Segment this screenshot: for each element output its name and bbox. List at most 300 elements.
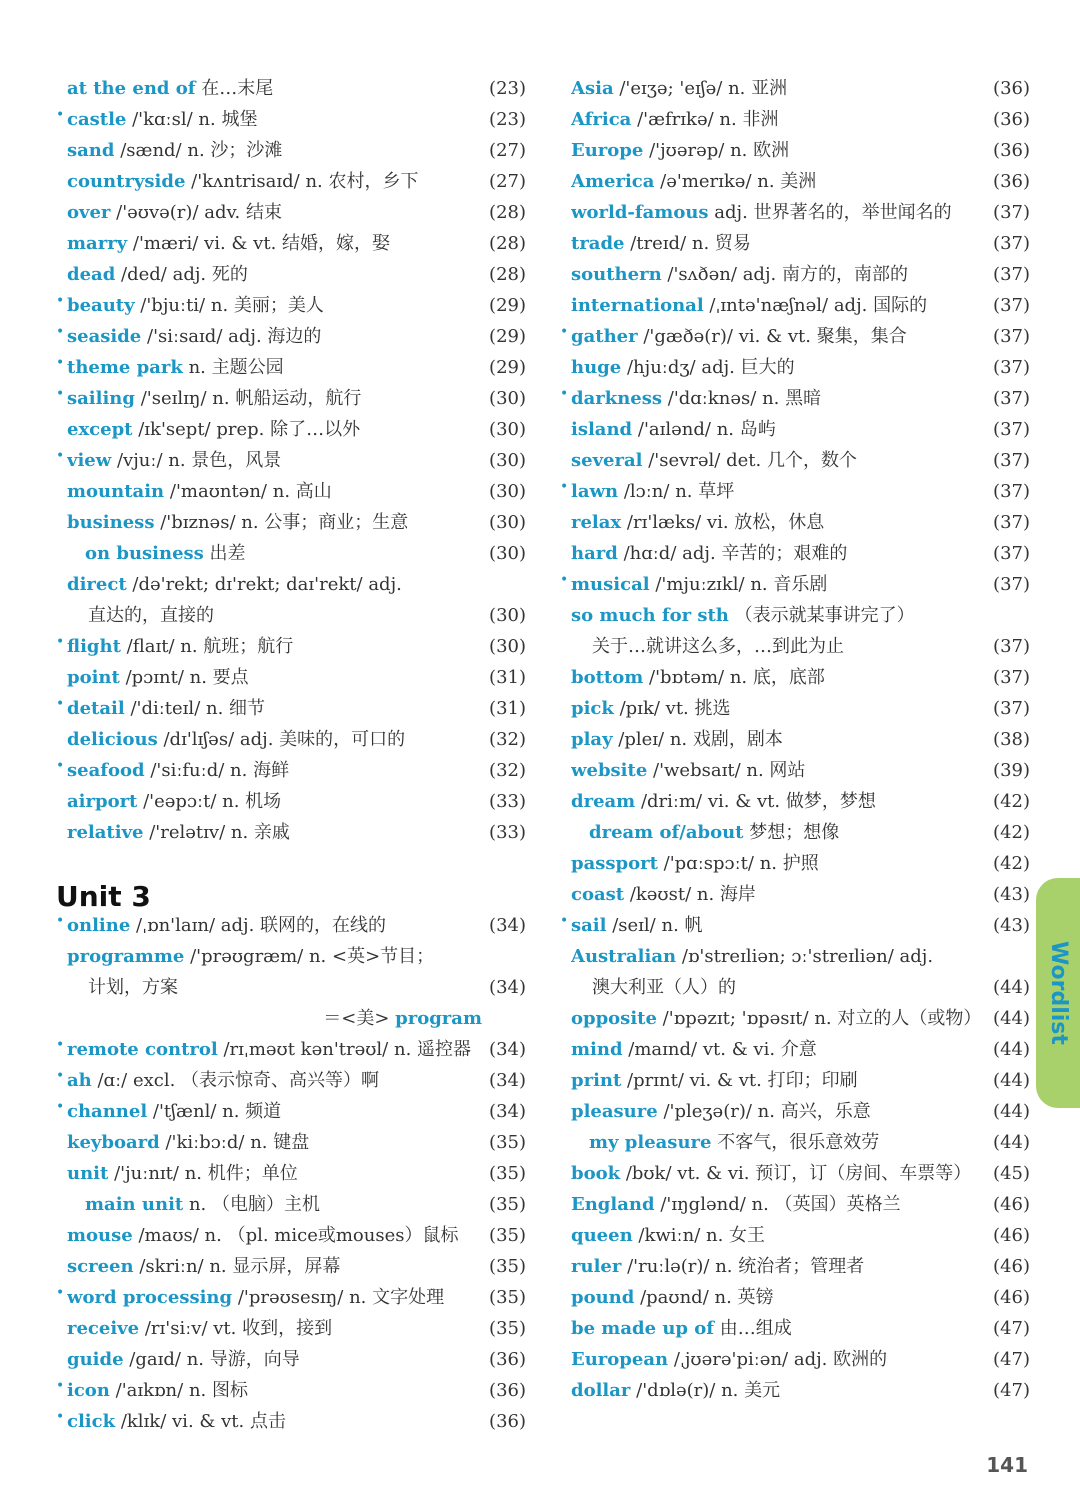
- entry-word: delicious: [67, 729, 158, 750]
- entry-gloss: adj. 死的: [172, 264, 248, 285]
- entry-gloss: 不客气，很乐意效劳: [717, 1132, 880, 1153]
- entry-page-ref: (36): [993, 140, 1030, 161]
- key-word-marker: •: [56, 1409, 65, 1425]
- entry-word: view: [67, 450, 112, 471]
- entry-gloss: vt. 收到，接到: [213, 1318, 333, 1339]
- key-word-marker: •: [560, 913, 569, 929]
- entry-page-ref: (37): [993, 419, 1030, 440]
- entry-phonetic: /ˌɒn'laɪn/: [136, 915, 216, 936]
- entry-page-ref: (46): [993, 1225, 1030, 1246]
- entry-word: relative: [67, 822, 144, 843]
- entry-body: [67, 1344, 482, 1375]
- wordlist-entry: [56, 1251, 526, 1282]
- entry-body: [67, 290, 482, 321]
- entry-body: [571, 1282, 986, 1313]
- entry-gloss: n. （pl. mice或mouses）鼠标: [204, 1225, 459, 1246]
- entry-page-ref: (46): [993, 1194, 1030, 1215]
- entry-phonetic: /'pleʒə(r)/: [663, 1101, 752, 1122]
- entry-phonetic: /pɪk/: [619, 698, 660, 719]
- wordlist-entry: [560, 724, 1030, 755]
- key-word-marker: •: [56, 386, 65, 402]
- entry-gloss: 梦想；想像: [749, 822, 840, 843]
- wordlist-entry: [56, 631, 526, 662]
- entry-gloss: adj. 世界著名的，举世闻名的: [714, 202, 952, 223]
- entry-body: [67, 941, 482, 972]
- key-word-marker: •: [56, 1068, 65, 1084]
- wordlist-entry: [560, 1158, 1030, 1189]
- wordlist-entry: [560, 1375, 1030, 1406]
- entry-body: [571, 352, 986, 383]
- wordlist-entry: [560, 1096, 1030, 1127]
- entry-body: [589, 817, 986, 848]
- wordlist-entry: [56, 1406, 526, 1437]
- entry-body: [67, 321, 482, 352]
- entry-page-ref: (37): [993, 698, 1030, 719]
- entry-phonetic: /flaɪt/: [126, 636, 175, 657]
- wordlist-entry: [56, 1158, 526, 1189]
- side-tab-label: Wordlist: [1046, 941, 1071, 1045]
- wordlist-entry: [560, 445, 1030, 476]
- entry-phonetic: /klɪk/: [120, 1411, 167, 1432]
- entry-phonetic: /'maʊntən/: [169, 481, 267, 502]
- entry-page-ref: (42): [993, 791, 1030, 812]
- entry-gloss: n. 对立的人（或物）: [814, 1008, 982, 1029]
- entry-word: icon: [67, 1380, 110, 1401]
- wordlist-entry: [560, 538, 1030, 569]
- wordlist-entry: [56, 941, 526, 972]
- entry-gloss: n. 主题公园: [188, 357, 284, 378]
- entry-word: business: [67, 512, 155, 533]
- entry-phonetic: /'ɪŋglənd/: [660, 1194, 746, 1215]
- unit-heading: [56, 879, 526, 913]
- entry-page-ref: (30): [489, 419, 526, 440]
- entry-body: [571, 135, 986, 166]
- entry-phonetic: /'relətɪv/: [149, 822, 226, 843]
- entry-phonetic: /prɪnt/: [627, 1070, 684, 1091]
- entry-gloss: n. 显示屏，屏幕: [209, 1256, 341, 1277]
- entry-page-ref: (35): [489, 1194, 526, 1215]
- wordlist-entry: [560, 1065, 1030, 1096]
- entry-phonetic: /'juːnɪt/: [114, 1163, 179, 1184]
- wordlist-entry: [56, 1375, 526, 1406]
- entry-body: [589, 1127, 986, 1158]
- entry-word: website: [571, 760, 648, 781]
- entry-page-ref: (43): [993, 884, 1030, 905]
- entry-body: [67, 755, 482, 786]
- entry-body: [571, 228, 986, 259]
- entry-gloss: adj. 南方的，南部的: [742, 264, 908, 285]
- entry-word: countryside: [67, 171, 186, 192]
- entry-phonetic: /bʊk/: [625, 1163, 672, 1184]
- entry-phonetic: /ɪk'sept/: [138, 419, 211, 440]
- entry-word: play: [571, 729, 613, 750]
- wordlist-entry: [56, 507, 526, 538]
- entry-page-ref: (44): [993, 1132, 1030, 1153]
- entry-body: [67, 73, 482, 104]
- entry-gloss: n. 海鲜: [230, 760, 290, 781]
- entry-gloss: n. 统治者；管理者: [715, 1256, 865, 1277]
- wordlist-entry: [560, 910, 1030, 941]
- entry-body: [571, 693, 986, 724]
- entry-word: hard: [571, 543, 618, 564]
- entry-page-ref: (39): [993, 760, 1030, 781]
- entry-phonetic: /maʊs/: [138, 1225, 199, 1246]
- entry-gloss: n. 高山: [272, 481, 332, 502]
- entry-word: airport: [67, 791, 138, 812]
- wordlist-entry: [560, 1189, 1030, 1220]
- entry-word: island: [571, 419, 633, 440]
- entry-body: [592, 631, 986, 662]
- entry-page-ref: (27): [489, 171, 526, 192]
- entry-phonetic: /'bjuːti/: [140, 295, 206, 316]
- entry-body: [67, 383, 482, 414]
- entry-word: world-famous: [571, 202, 709, 223]
- entry-phonetic: /'bɪznəs/: [160, 512, 236, 533]
- wordlist-entry: [560, 817, 1030, 848]
- entry-page-ref: (30): [489, 543, 526, 564]
- entry-gloss: n. 城堡: [198, 109, 258, 130]
- entry-word: castle: [67, 109, 127, 130]
- entry-page-ref: (30): [489, 605, 526, 626]
- entry-phonetic: /'siːsaɪd/: [147, 326, 223, 347]
- entry-page-ref: (35): [489, 1287, 526, 1308]
- entry-phonetic: /'ɒpəzɪt; 'ɒpəsɪt/: [662, 1008, 809, 1029]
- wordlist-entry: [560, 631, 1030, 662]
- entry-body: [571, 910, 986, 941]
- entry-phonetic: /'gæðə(r)/: [643, 326, 733, 347]
- entry-gloss: vt. & vi. 预订，订（房间、车票等）: [677, 1163, 972, 1184]
- entry-phonetic: /'kʌntrisaɪd/: [191, 171, 300, 192]
- key-word-marker: •: [56, 448, 65, 464]
- page-number: 141: [986, 1453, 1028, 1477]
- entry-page-ref: (34): [489, 1039, 526, 1060]
- entry-word: pleasure: [571, 1101, 658, 1122]
- entry-gloss: adj. 巨大的: [701, 357, 795, 378]
- entry-phonetic: /driːm/: [640, 791, 703, 812]
- entry-page-ref: (45): [993, 1163, 1030, 1184]
- entry-gloss: 在…末尾: [201, 78, 274, 99]
- key-word-marker: •: [56, 758, 65, 774]
- entry-word: keyboard: [67, 1132, 160, 1153]
- entry-body: [67, 1158, 482, 1189]
- entry-gloss: n. 护照: [759, 853, 819, 874]
- entry-body: [67, 1065, 482, 1096]
- entry-word: queen: [571, 1225, 633, 1246]
- wordlist-entry: [56, 1127, 526, 1158]
- entry-body: [592, 972, 986, 1003]
- entry-phonetic: /lɔːn/: [623, 481, 670, 502]
- entry-phonetic: /'sevrəl/: [648, 450, 721, 471]
- entry-page-ref: (36): [489, 1349, 526, 1370]
- entry-body: [67, 104, 482, 135]
- wordlist-entry: [56, 197, 526, 228]
- entry-gloss: n. 细节: [206, 698, 266, 719]
- entry-page-ref: (32): [489, 760, 526, 781]
- entry-phonetic: /sænd/: [120, 140, 182, 161]
- entry-body: [571, 786, 986, 817]
- entry-page-ref: (37): [993, 295, 1030, 316]
- entry-page-ref: (36): [993, 78, 1030, 99]
- entry-word: click: [67, 1411, 116, 1432]
- entry-body: [571, 848, 986, 879]
- wordlist-entry: [56, 445, 526, 476]
- entry-gloss: n. （英国）英格兰: [751, 1194, 901, 1215]
- wordlist-entry: [56, 135, 526, 166]
- entry-gloss: n. （电脑）主机: [188, 1194, 321, 1215]
- wordlist-entry: [56, 228, 526, 259]
- entry-word: Africa: [571, 109, 632, 130]
- entry-body: [67, 817, 482, 848]
- entry-body: [67, 724, 482, 755]
- wordlist-entry: [560, 507, 1030, 538]
- entry-page-ref: (35): [489, 1318, 526, 1339]
- entry-phonetic: /'kiːbɔːd/: [165, 1132, 245, 1153]
- entry-word: darkness: [571, 388, 663, 409]
- entry-word: dream of/about: [589, 822, 744, 843]
- entry-phonetic: /'eɪʒə; 'eɪʃə/: [619, 78, 723, 99]
- entry-body: [67, 1034, 482, 1065]
- wordlist-entry: [56, 166, 526, 197]
- entry-phonetic: /rɪˌməʊt kən'trəʊl/: [223, 1039, 389, 1060]
- entry-word: main unit: [85, 1194, 184, 1215]
- wordlist-entry: [560, 352, 1030, 383]
- entry-gloss: 由…组成: [719, 1318, 792, 1339]
- entry-body: [571, 1189, 986, 1220]
- wordlist-entry: [56, 414, 526, 445]
- entry-page-ref: (36): [489, 1411, 526, 1432]
- wordlist-entry: [560, 1034, 1030, 1065]
- entry-gloss: adj. 国际的: [833, 295, 928, 316]
- entry-body: [571, 321, 986, 352]
- entry-word: dollar: [571, 1380, 631, 1401]
- entry-gloss: 直达的，直接的: [88, 605, 214, 626]
- entry-word: over: [67, 202, 111, 223]
- entry-body: [571, 476, 986, 507]
- entry-body: [571, 383, 986, 414]
- wordlist-entry: [560, 879, 1030, 910]
- entry-word: Europe: [571, 140, 644, 161]
- entry-phonetic: /dɪ'lɪʃəs/: [163, 729, 235, 750]
- key-word-marker: •: [56, 634, 65, 650]
- entry-phonetic: /'jʊərəp/: [649, 140, 725, 161]
- entry-word: my pleasure: [589, 1132, 712, 1153]
- entry-phonetic: /'mæri/: [132, 233, 199, 254]
- wordlist-entry: [560, 755, 1030, 786]
- entry-word: England: [571, 1194, 655, 1215]
- entry-word: pound: [571, 1287, 635, 1308]
- entry-gloss: vi. 放松，休息: [706, 512, 825, 533]
- wordlist-entry: [56, 1034, 526, 1065]
- wordlist-entry: [560, 972, 1030, 1003]
- wordlist-entry: [56, 600, 526, 631]
- entry-page-ref: (34): [489, 977, 526, 998]
- entry-gloss: n. 黑暗: [762, 388, 822, 409]
- entry-body: [67, 476, 482, 507]
- entry-gloss: vi. & vt. 点击: [172, 1411, 286, 1432]
- entry-word: bottom: [571, 667, 644, 688]
- entry-word: guide: [67, 1349, 124, 1370]
- entry-gloss: vi. & vt. 结婚，嫁，娶: [204, 233, 391, 254]
- entry-body: [571, 724, 986, 755]
- entry-word: marry: [67, 233, 128, 254]
- entry-body: [571, 1344, 986, 1375]
- entry-phonetic: /'tʃænl/: [152, 1101, 217, 1122]
- entry-page-ref: (29): [489, 295, 526, 316]
- wordlist-entry: [560, 135, 1030, 166]
- entry-word: theme park: [67, 357, 183, 378]
- entry-phonetic: /hjuːdʒ/: [626, 357, 696, 378]
- entry-page-ref: (23): [489, 109, 526, 130]
- entry-body: [67, 693, 482, 724]
- entry-gloss: n. 文字处理: [349, 1287, 445, 1308]
- entry-body: [85, 538, 482, 569]
- entry-page-ref: (27): [489, 140, 526, 161]
- entry-gloss: adj.: [899, 946, 934, 967]
- entry-word: be made up of: [571, 1318, 715, 1339]
- entry-gloss: n. 海岸: [696, 884, 756, 905]
- entry-word: trade: [571, 233, 625, 254]
- entry-page-ref: (37): [993, 233, 1030, 254]
- entry-page-ref: (28): [489, 233, 526, 254]
- entry-word: online: [67, 915, 131, 936]
- entry-word: international: [571, 295, 704, 316]
- wordlist-entry: [56, 1344, 526, 1375]
- wordlist-entry: [56, 476, 526, 507]
- entry-body: [56, 1003, 482, 1034]
- entry-page-ref: (30): [489, 512, 526, 533]
- wordlist-entry: [56, 910, 526, 941]
- entry-gloss: n. 戏剧，剧本: [669, 729, 783, 750]
- entry-phonetic: /'seɪlɪŋ/: [140, 388, 207, 409]
- entry-page-ref: (44): [993, 1039, 1030, 1060]
- wordlist-entry: [560, 1313, 1030, 1344]
- wordlist-entry: [56, 104, 526, 135]
- entry-word: sand: [67, 140, 115, 161]
- entry-page-ref: (44): [993, 1070, 1030, 1091]
- entry-page-ref: (29): [489, 326, 526, 347]
- entry-word: Asia: [571, 78, 614, 99]
- wordlist-entry: [560, 786, 1030, 817]
- entry-word: detail: [67, 698, 125, 719]
- entry-phonetic: /'pɑːspɔːt/: [663, 853, 754, 874]
- wordlist-entry: [56, 290, 526, 321]
- entry-word: ah: [67, 1070, 92, 1091]
- entry-phonetic: /skriːn/: [139, 1256, 204, 1277]
- wordlist-entry: [56, 538, 526, 569]
- entry-page-ref: (47): [993, 1318, 1030, 1339]
- unit-heading-text: Unit 3: [56, 880, 151, 913]
- entry-body: [571, 1003, 986, 1034]
- entry-word: mind: [571, 1039, 623, 1060]
- entry-gloss: n. 沙；沙滩: [187, 140, 283, 161]
- entry-body: [571, 290, 986, 321]
- entry-word: sail: [571, 915, 607, 936]
- entry-page-ref: (23): [489, 78, 526, 99]
- entry-gloss: 计划，方案: [88, 977, 178, 998]
- entry-page-ref: (42): [993, 822, 1030, 843]
- entry-word: word processing: [67, 1287, 233, 1308]
- entry-body: [571, 538, 986, 569]
- entry-page-ref: (37): [993, 574, 1030, 595]
- entry-word: America: [571, 171, 655, 192]
- entry-gloss: n. 帆船运动，航行: [212, 388, 362, 409]
- entry-phonetic: /rɪ'læks/: [626, 512, 702, 533]
- entry-page-ref: (31): [489, 667, 526, 688]
- key-word-marker: •: [560, 386, 569, 402]
- entry-word: opposite: [571, 1008, 657, 1029]
- entry-body: [571, 600, 986, 631]
- wordlist-entry: [560, 1344, 1030, 1375]
- key-word-marker: •: [56, 1099, 65, 1115]
- entry-phonetic: /'aɪlənd/: [637, 419, 711, 440]
- entry-phonetic: /'prəʊsesɪŋ/: [237, 1287, 344, 1308]
- entry-gloss: vi. & vt. 做梦，梦想: [707, 791, 876, 812]
- entry-body: [67, 507, 482, 538]
- wordlist-entry: [56, 662, 526, 693]
- entry-word: dead: [67, 264, 116, 285]
- entry-word: gather: [571, 326, 638, 347]
- entry-body: [571, 507, 986, 538]
- entry-word: remote control: [67, 1039, 218, 1060]
- entry-gloss: n. 亚洲: [728, 78, 788, 99]
- entry-gloss: n. 景色，风景: [168, 450, 282, 471]
- entry-gloss: n. 高兴，乐意: [757, 1101, 871, 1122]
- entry-body: [571, 1096, 986, 1127]
- entry-body: [67, 166, 482, 197]
- entry-body: [571, 73, 986, 104]
- entry-phonetic: /hɑːd/: [623, 543, 677, 564]
- entry-body: [67, 662, 482, 693]
- entry-page-ref: (37): [993, 667, 1030, 688]
- entry-body: [67, 352, 482, 383]
- entry-body: [85, 1189, 482, 1220]
- entry-page-ref: (30): [489, 388, 526, 409]
- entry-gloss: n. 草坪: [675, 481, 735, 502]
- entry-page-ref: (29): [489, 357, 526, 378]
- wordlist-entry: [56, 972, 526, 1003]
- entry-gloss: adj. 欧洲的: [793, 1349, 888, 1370]
- entry-body: [571, 166, 986, 197]
- entry-word: several: [571, 450, 643, 471]
- entry-phonetic: /'bɒtəm/: [649, 667, 725, 688]
- wordlist-entry: [56, 1065, 526, 1096]
- entry-gloss: n. 公事；商业；生意: [241, 512, 409, 533]
- entry-body: [67, 1096, 482, 1127]
- entry-gloss: n. 美丽；美人: [210, 295, 324, 316]
- entry-word: Australian: [571, 946, 677, 967]
- wordlist-side-tab[interactable]: [1036, 878, 1080, 1108]
- entry-word: on business: [85, 543, 204, 564]
- entry-page-ref: (37): [993, 357, 1030, 378]
- entry-gloss: n. 机场: [222, 791, 282, 812]
- entry-gloss: n. <英>节目；: [308, 946, 435, 967]
- entry-phonetic: /ˌɪntə'næʃnəl/: [709, 295, 829, 316]
- entry-body: [88, 600, 482, 631]
- wordlist-entry: [56, 817, 526, 848]
- wordlist-entry: [560, 1251, 1030, 1282]
- entry-body: [571, 197, 986, 228]
- wordlist-entry: [560, 569, 1030, 600]
- entry-word: seaside: [67, 326, 142, 347]
- entry-page-ref: (44): [993, 977, 1030, 998]
- entry-page-ref: (46): [993, 1287, 1030, 1308]
- entry-page-ref: (36): [489, 1380, 526, 1401]
- entry-phonetic: /pɔɪnt/: [125, 667, 184, 688]
- wordlist-entry: [560, 290, 1030, 321]
- key-word-marker: •: [56, 696, 65, 712]
- entry-word: programme: [67, 946, 185, 967]
- entry-gloss: ＝<美>: [323, 1008, 390, 1029]
